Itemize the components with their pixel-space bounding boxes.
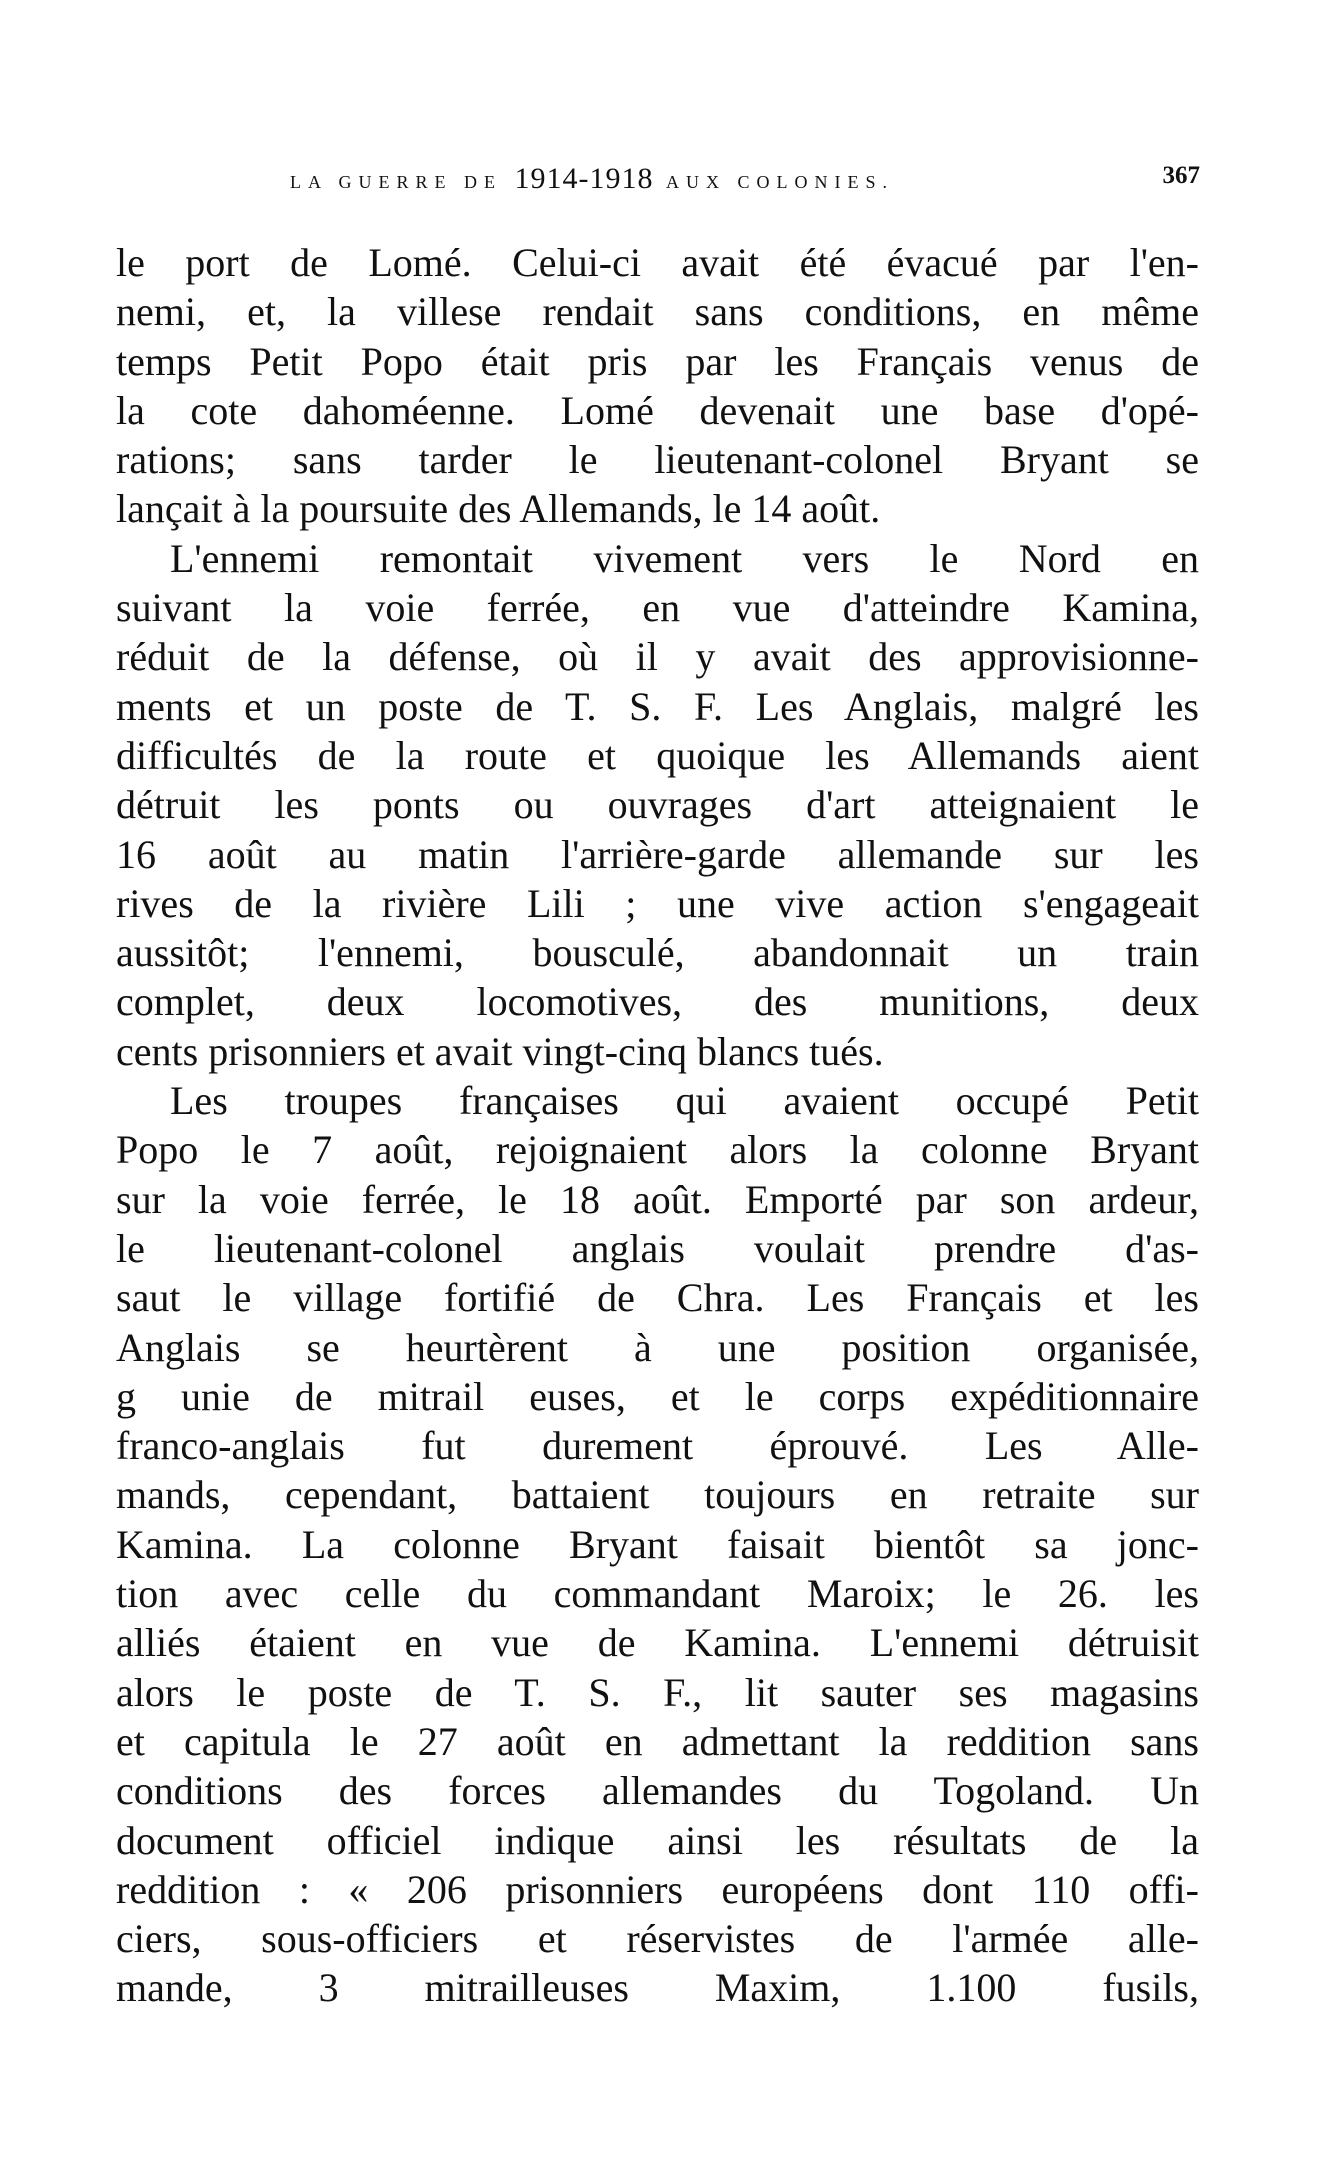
text-line: nemi, et, la villese rendait sans conditions, en même (116, 289, 1199, 335)
text-line: alors le poste de T. S. F., lit sauter ses magasins (116, 1669, 1199, 1715)
text-line: Les troupes françaises qui avaient occupé Petit (170, 1078, 1199, 1124)
text-line: rives de la rivière Lili ; une vive action s'engageait (116, 880, 1199, 926)
text-line: alliés étaient en vue de Kamina. L'ennemi détruisit (116, 1620, 1199, 1666)
text-line: le port de Lomé. Celui-ci avait été évacué par l'en- (116, 240, 1199, 285)
text-line: ciers, sous-officiers et réservistes de l'armée alle- (116, 1916, 1199, 1962)
text-line: complet, deux locomotives, des munitions, deux (116, 979, 1199, 1025)
text-line: conditions des forces allemandes du Togoland. Un (116, 1768, 1199, 1814)
text-line: Anglais se heurtèrent à une position organisée, (116, 1324, 1199, 1370)
text-line: Popo le 7 août, rejoignaient alors la colonne Bryant (116, 1127, 1199, 1173)
running-title (290, 162, 894, 196)
body-text (116, 238, 1199, 2013)
page-number: 367 (1162, 162, 1200, 189)
text-line: la cote dahoméenne. Lomé devenait une base d'opé- (116, 387, 1199, 433)
text-line: reddition : « 206 prisonniers européens dont 110 offi- (116, 1866, 1199, 1912)
running-title-years: 1914-1918 (514, 162, 654, 195)
text-line: temps Petit Popo était pris par les Français venus de (116, 338, 1199, 384)
text-line: rations; sans tarder le lieutenant-colonel Bryant se (116, 437, 1199, 483)
text-line: difficultés de la route et quoique les Allemands aient (116, 732, 1199, 778)
text-line: 16 août au matin l'arrière-garde allemande sur les (116, 831, 1199, 877)
text-line: tion avec celle du commandant Maroix; le 26. les (116, 1571, 1199, 1617)
text-line: document officiel indique ainsi les résultats de la (116, 1817, 1199, 1863)
text-line: aussitôt; l'ennemi, bousculé, abandonnait un train (116, 930, 1199, 976)
running-header (115, 158, 1200, 198)
text-line: Kamina. La colonne Bryant faisait bientôt sa jonc- (116, 1521, 1199, 1567)
text-line: L'ennemi remontait vivement vers le Nord en (170, 535, 1199, 581)
text-line: détruit les ponts ou ouvrages d'art atteignaient le (116, 782, 1199, 828)
text-line: mande, 3 mitrailleuses Maxim, 1.100 fusils, (116, 1965, 1199, 2011)
text-line: le lieutenant-colonel anglais voulait prendre d'as- (116, 1225, 1199, 1271)
text-line: lançait à la poursuite des Allemands, le 14 août. (116, 486, 881, 532)
text-line: réduit de la défense, où il y avait des approvisionne- (116, 634, 1199, 680)
running-title-part2: AUX COLONIES. (666, 172, 894, 192)
running-title-part1: LA GUERRE DE (290, 172, 502, 192)
text-line: franco-anglais fut durement éprouvé. Les Alle- (116, 1423, 1199, 1469)
text-line: suivant la voie ferrée, en vue d'atteindre Kamina, (116, 585, 1199, 631)
text-line: ments et un poste de T. S. F. Les Anglais, malgré les (116, 683, 1199, 729)
text-line: cents prisonniers et avait vingt-cinq blancs tués. (116, 1028, 884, 1074)
text-line: sur la voie ferrée, le 18 août. Emporté par son ardeur, (116, 1176, 1199, 1222)
text-line: et capitula le 27 août en admettant la reddition sans (116, 1718, 1199, 1764)
text-line: mands, cependant, battaient toujours en retraite sur (116, 1472, 1199, 1518)
text-line: saut le village fortifié de Chra. Les Français et les (116, 1275, 1199, 1321)
text-line: g unie de mitrail euses, et le corps expéditionnaire (116, 1373, 1199, 1419)
